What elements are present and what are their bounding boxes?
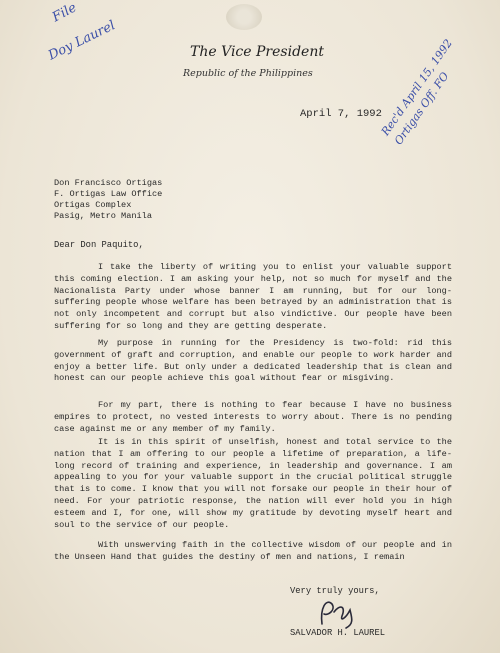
recipient-line: Ortigas Complex bbox=[54, 200, 132, 210]
letterhead-subtitle: Republic of the Philippines bbox=[183, 68, 313, 79]
handwritten-name-note: Doy Laurel bbox=[46, 18, 118, 64]
body-paragraph: For my part, there is nothing to fear because I have no business empires to protect, no vested interests to worry about. There is no pending case against me or any member of my family. bbox=[54, 400, 452, 434]
recipient-address bbox=[54, 178, 162, 222]
signature-mark bbox=[316, 594, 366, 630]
embossed-seal bbox=[226, 4, 262, 30]
body-paragraph: It is in this spirit of unselfish, honest and total service to the nation that I am offering to our people a lifetime of preparation, a life-long record of training and experience, in leadership and governance. I am appealing to you for your valuable support in the crucial political struggle that is to come. I know that you will not forsake our people in their hour of need. For your patriotic response, the nation will ever hold you in high esteem and I, for one, will show my gratitude by devoting myself heart and soul to the service of our people. bbox=[54, 437, 452, 530]
letterhead-title: The Vice President bbox=[190, 44, 324, 60]
closing: Very truly yours, bbox=[290, 586, 380, 596]
salutation: Dear Don Paquito, bbox=[54, 240, 144, 250]
recipient-line: Pasig, Metro Manila bbox=[54, 211, 152, 221]
recipient-line: F. Ortigas Law Office bbox=[54, 189, 163, 199]
handwritten-file-note: File bbox=[50, 0, 80, 26]
letter-date: April 7, 1992 bbox=[300, 108, 382, 120]
body-paragraph: I take the liberty of writing you to enlist your valuable support this coming election. I am asking your help, not so much for myself and the Nacionalista Party under whose banner I am running, but for our long-suffering people whose welfare has been betrayed by an administration that is not only incompetent and corrupt but also vindictive. Our people have been suffering for so long and they are getting desperate. bbox=[54, 262, 452, 331]
body-paragraph: With unswerving faith in the collective wisdom of our people and in the Unseen Hand that guides the destiny of men and nations, I remain bbox=[54, 540, 452, 562]
handwritten-received-note: Rec'd April 15, 1992 Ortigas Off. FO bbox=[378, 36, 456, 148]
body-paragraph: My purpose in running for the Presidency is two-fold: rid this government of graft and corruption, and enable our people to work harder and enjoy a better life. But only under a dedicated leadership that is clean and honest can our people achieve this goal without fear or misgiving. bbox=[54, 338, 452, 384]
signer-name: SALVADOR H. LAUREL bbox=[290, 628, 386, 638]
recipient-line: Don Francisco Ortigas bbox=[54, 178, 163, 188]
